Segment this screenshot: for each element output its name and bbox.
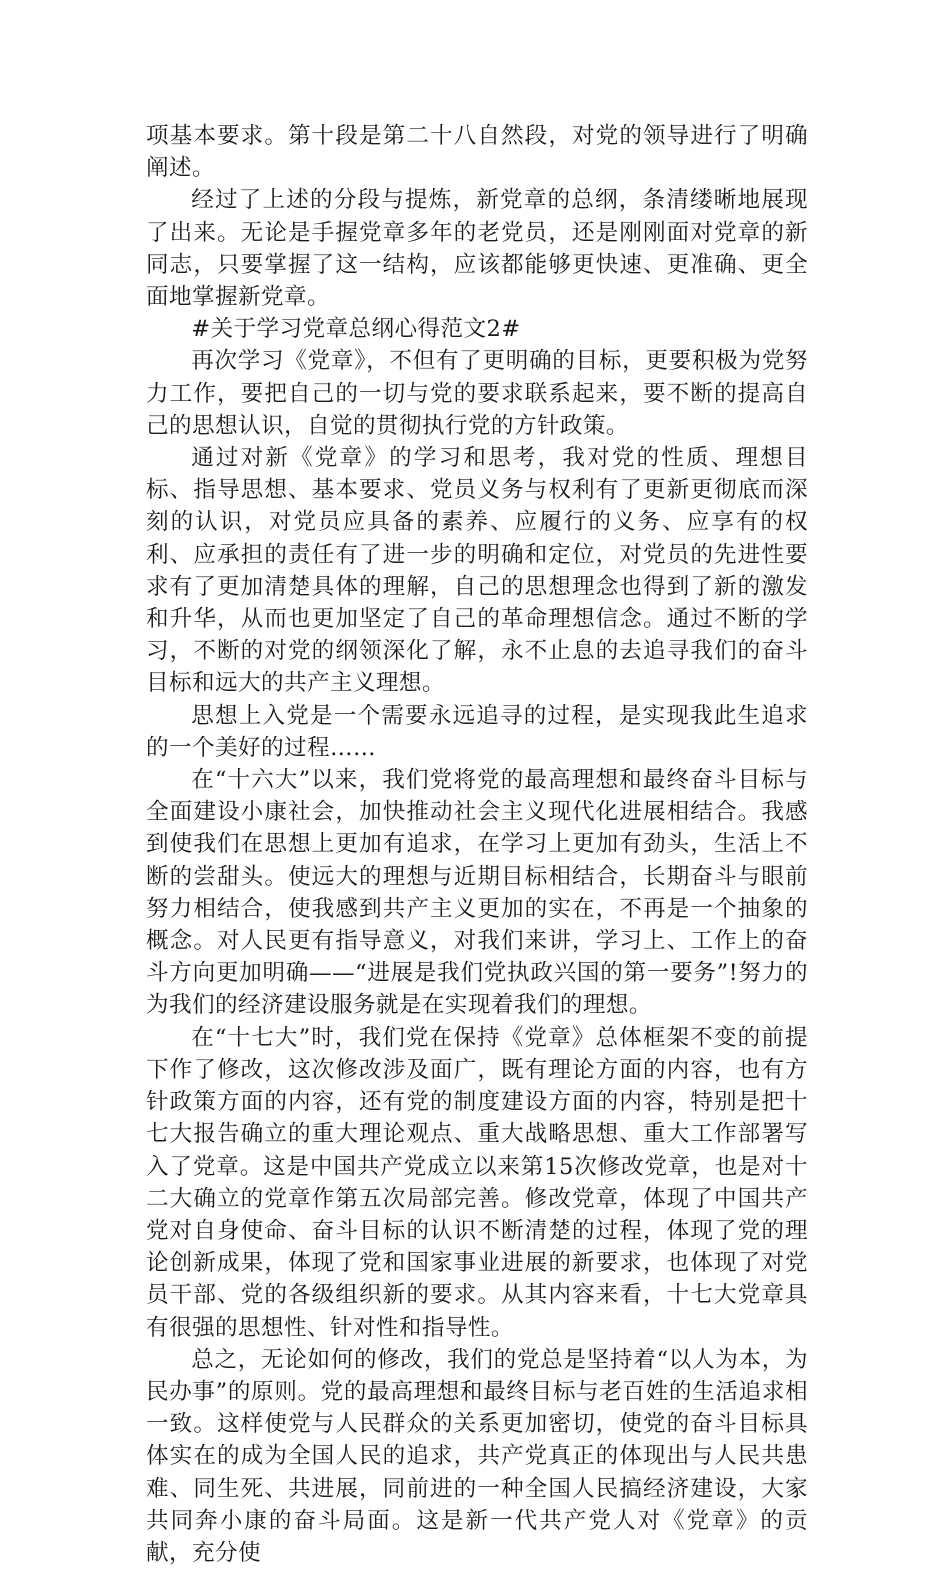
paragraph-7: 在“十七大”时，我们党在保持《党章》总体框架不变的前提下作了修改，这次修改涉及面广，既有理论方面的内容，也有方针政策方面的内容，还有党的制度建设方面的内容，特别是把十七大报告确立的重大理论观点、重大战略思想、重大工作部署写入了党章。这是中国共产党成立以来第15次修改党章，也是对十二大确立的党章作第五次局部完善。修改党章，体现了中国共产党对自身使命、奋斗目标的认识不断清楚的过程，体现了党的理论创新成果，体现了党和国家事业进展的新要求，也体现了对党员干部、党的各级组织新的要求。从其内容来看，十七大党章具有很强的思想性、针对性和指导性。 <box>146 1024 808 1341</box>
paragraph-8: 总之，无论如何的修改，我们的党总是坚持着“以人为本，为民办事”的原则。党的最高理想和最终目标与老百姓的生活追求相一致。这样使党与人民群众的关系更加密切，使党的奋斗目标具体实在的成为全国人民的追求，共产党真正的体现出与人民共患难、同生死、共进展，同前进的一种全国人民搞经济建设，大家共同奔小康的奋斗局面。这是新一代共产党人对《党章》的贡献，充分使 <box>146 1346 808 1566</box>
paragraph-6: 在“十六大”以来，我们党将党的最高理想和最终奋斗目标与全面建设小康社会，加快推动社会主义现代化进展相结合。我感到使我们在思想上更加有追求，在学习上更加有劲头，生活上不断的尝甜头。使远大的理想与近期目标相结合，长期奋斗与眼前努力相结合，使我感到共产主义更加的实在，不再是一个抽象的概念。对人民更有指导意义，对我们来讲，学习上、工作上的奋斗方向更加明确——“进展是我们党执政兴国的第一要务”!努力的为我们的经济建设服务就是在实现着我们的理想。 <box>146 767 808 1019</box>
paragraph-1: 项基本要求。第十段是第二十八自然段，对党的领导进行了明确阐述。 <box>146 123 808 182</box>
paragraph-3: 再次学习《党章》，不但有了更明确的目标，更要积极为党努力工作，要把自己的一切与党的要求联系起来，要不断的提高自己的思想认识，自觉的贯彻执行党的方针政策。 <box>146 348 808 439</box>
section-heading: #关于学习党章总纲心得范文2# <box>191 316 521 343</box>
paragraph-2: 经过了上述的分段与提炼，新党章的总纲，条清缕晰地展现了出来。无论是手握党章多年的老党员，还是刚刚面对党章的新同志，只要掌握了这一结构，应该都能够更快速、更准确、更全面地掌握新党章。 <box>146 187 808 311</box>
document-body <box>146 120 808 1569</box>
paragraph-4: 通过对新《党章》的学习和思考，我对党的性质、理想目标、指导思想、基本要求、党员义务与权利有了更新更彻底而深刻的认识，对党员应具备的素养、应履行的义务、应享有的权利、应承担的责任有了进一步的明确和定位，对党员的先进性要求有了更加清楚具体的理解，自己的思想理念也得到了新的激发和升华，从而也更加坚定了自己的革命理想信念。通过不断的学习，不断的对党的纲领深化了解，永不止息的去追寻我们的奋斗目标和远大的共产主义理想。 <box>146 445 808 697</box>
paragraph-5: 思想上入党是一个需要永远追寻的过程，是实现我此生追求的一个美好的过程…… <box>146 702 808 761</box>
